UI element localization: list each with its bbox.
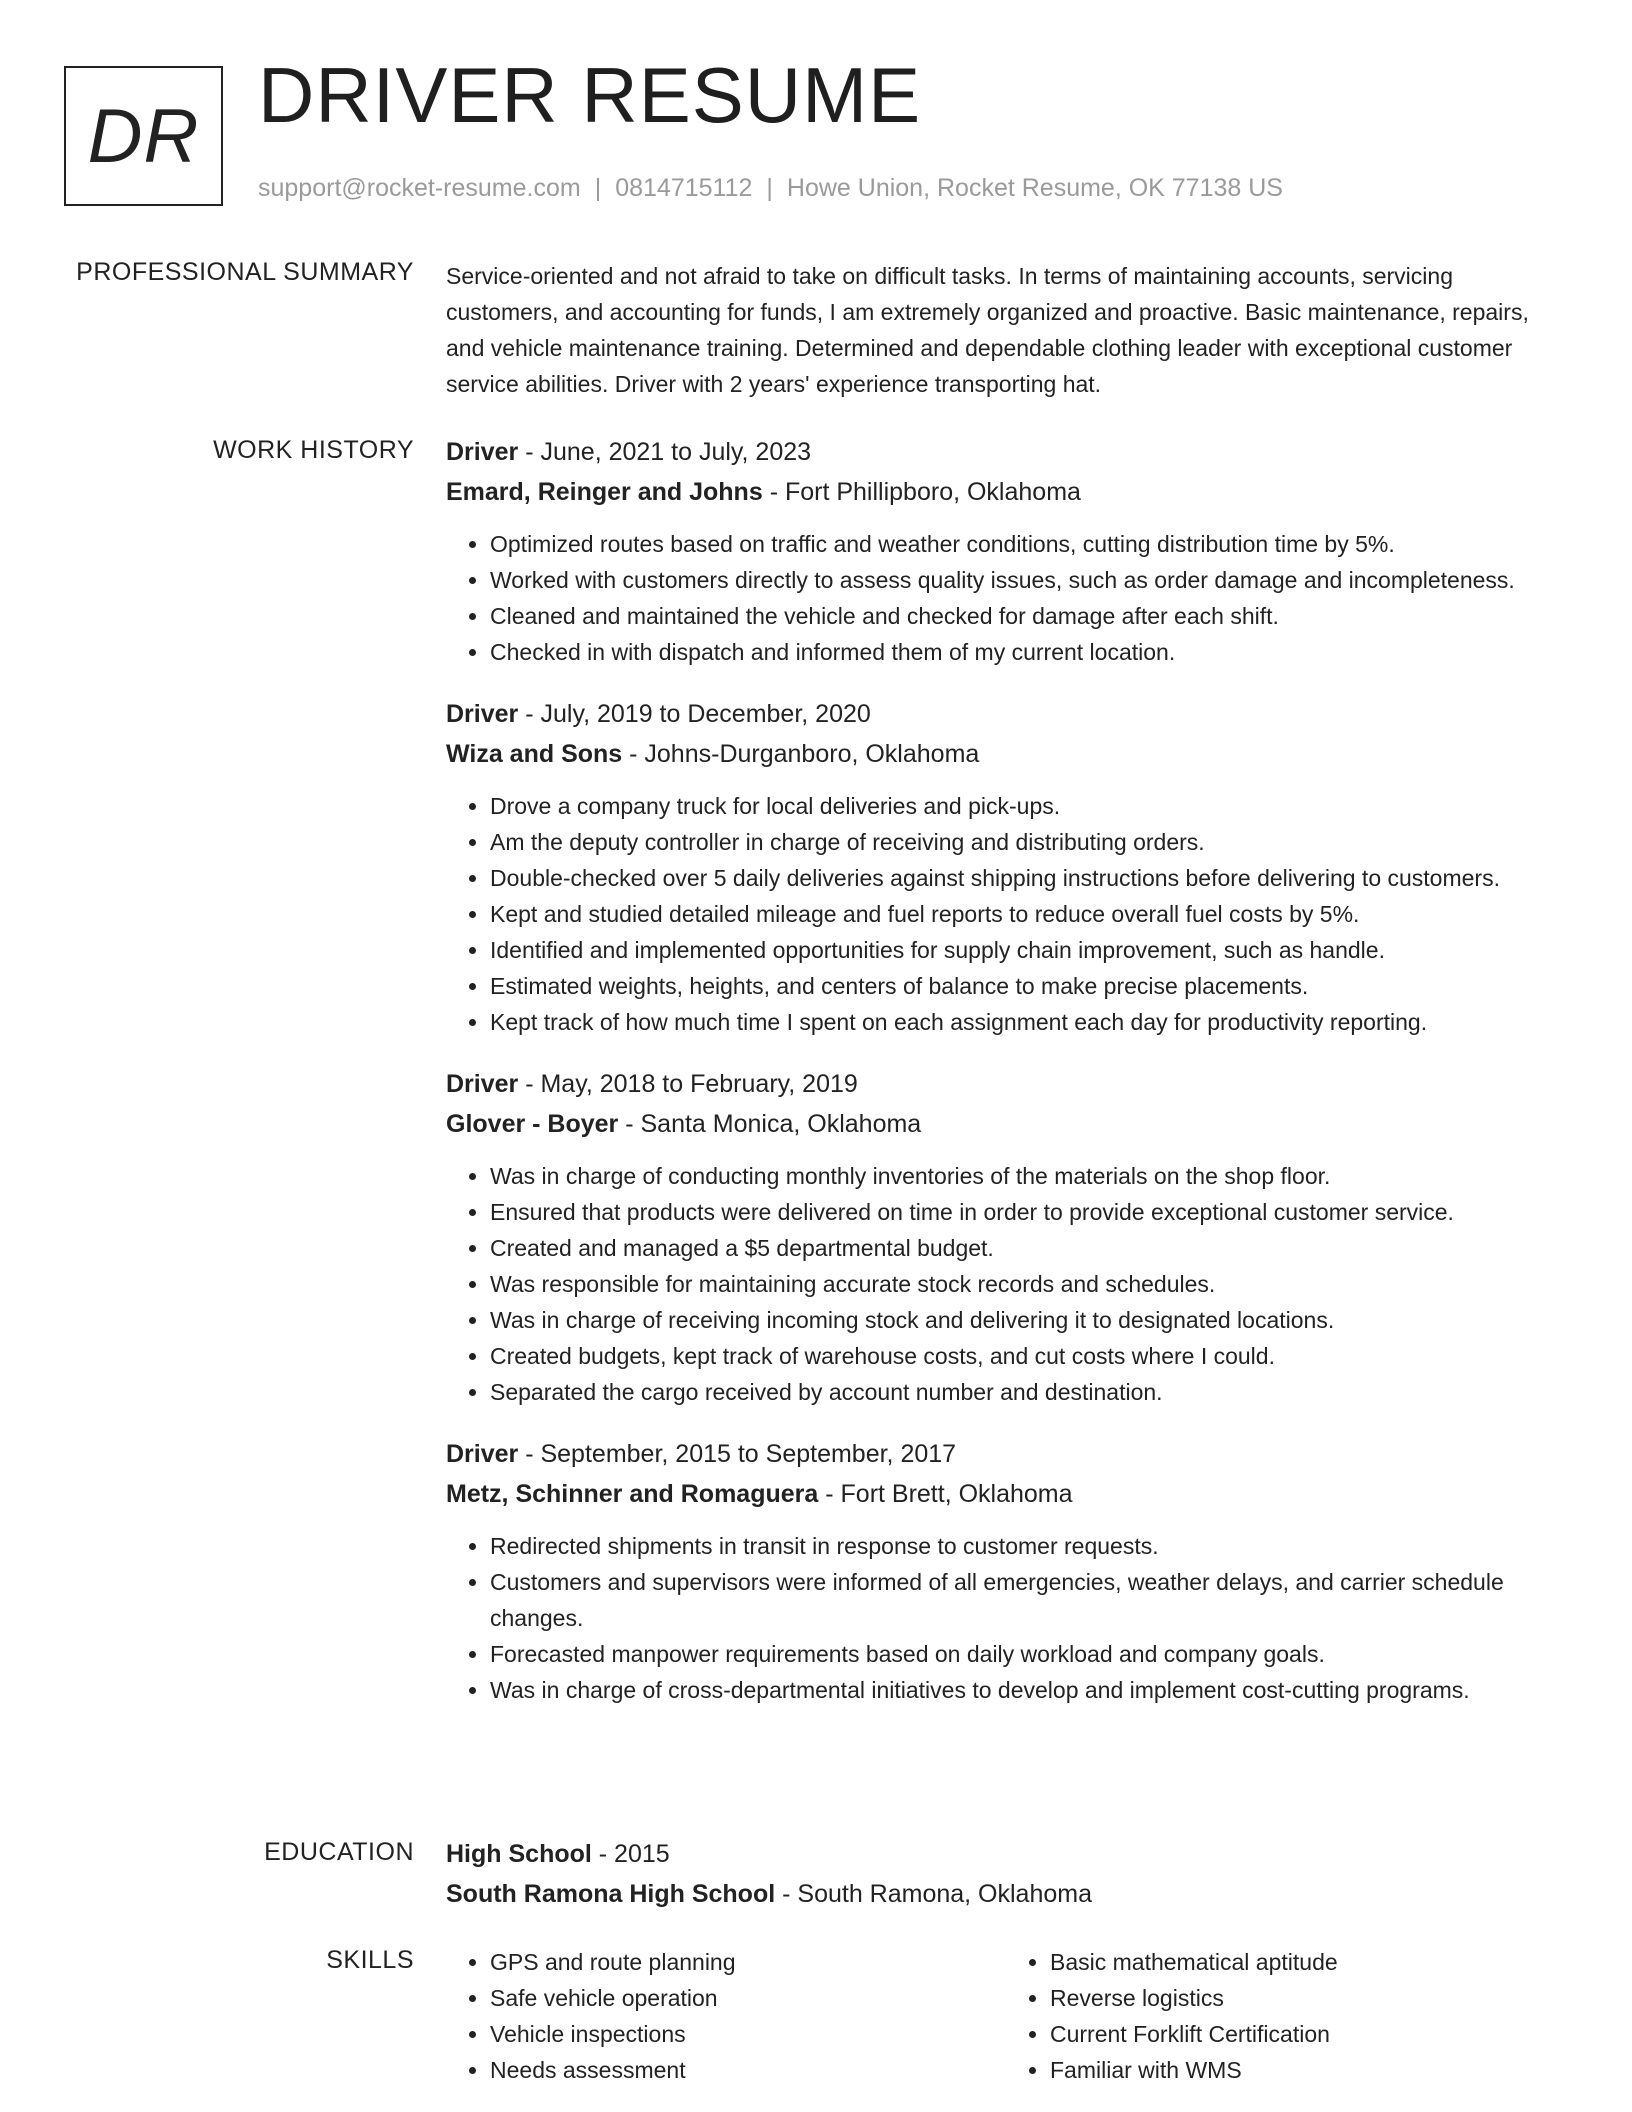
- summary-text: Service-oriented and not afraid to take on difficult tasks. In terms of maintaining accounts, servicing customers, and accounting for funds, I am extremely organized and proactive. Basic maintenance, repairs, and vehicle maintenance training. Determined and dependable clothing leader with exceptional customer service abilities. Driver with 2 years' experience transporting hat.: [446, 263, 1529, 397]
- job-bullet: • Identified and implemented opportunities for supply chain improvement, such as handle.: [490, 932, 1566, 968]
- job-bullet: • Ensured that products were delivered on time in order to provide exceptional customer service.: [490, 1194, 1566, 1230]
- skill-item: • Vehicle inspections: [490, 2016, 1006, 2052]
- job-entry: [446, 1064, 1566, 1410]
- skills-columns: [446, 1944, 1566, 2088]
- job-bullet: • Kept track of how much time I spent on each assignment each day for productivity reporting.: [490, 1004, 1566, 1040]
- job-dates: - May, 2018 to February, 2019: [518, 1070, 858, 1098]
- education-degree-line: [446, 1834, 1566, 1874]
- skills-list-right: [1006, 1944, 1566, 2088]
- skill-item: • Safe vehicle operation: [490, 1980, 1006, 2016]
- job-bullet: • Forecasted manpower requirements based on daily workload and company goals.: [490, 1636, 1566, 1672]
- education-school-line: [446, 1874, 1566, 1914]
- job-title: Driver: [446, 438, 519, 466]
- job-title: Driver: [446, 1070, 519, 1098]
- section-label-work-history: WORK HISTORY: [213, 436, 414, 464]
- job-bullets: [446, 526, 1566, 670]
- contact-phone: 0814715112: [615, 174, 753, 202]
- skill-item: • Familiar with WMS: [1050, 2052, 1566, 2088]
- job-bullet: • Worked with customers directly to assess quality issues, such as order damage and incompleteness.: [490, 562, 1566, 598]
- job-bullets: [446, 1158, 1566, 1410]
- job-dates: - July, 2019 to December, 2020: [518, 700, 871, 728]
- job-bullet: • Double-checked over 5 daily deliveries against shipping instructions before delivering to customers.: [490, 860, 1566, 896]
- section-label-skills: SKILLS: [326, 1946, 414, 1974]
- job-title: Driver: [446, 1440, 519, 1468]
- job-bullet: • Optimized routes based on traffic and weather conditions, cutting distribution time by 5%.: [490, 526, 1566, 562]
- job-bullet: • Checked in with dispatch and informed them of my current location.: [490, 634, 1566, 670]
- skills-list-left: [446, 1944, 1006, 2088]
- job-bullet: • Separated the cargo received by account number and destination.: [490, 1374, 1566, 1410]
- job-title-line: [446, 432, 1566, 472]
- job-company: Glover - Boyer: [446, 1110, 619, 1138]
- job-bullet: • Redirected shipments in transit in response to customer requests.: [490, 1528, 1566, 1564]
- section-label-summary: PROFESSIONAL SUMMARY: [76, 258, 414, 286]
- job-bullet: • Kept and studied detailed mileage and fuel reports to reduce overall fuel costs by 5%.: [490, 896, 1566, 932]
- job-location: - Santa Monica, Oklahoma: [618, 1110, 922, 1138]
- job-bullet: • Created and managed a $5 departmental budget.: [490, 1230, 1566, 1266]
- job-bullets: [446, 788, 1566, 1040]
- job-company-line: [446, 472, 1566, 512]
- contact-email: support@rocket-resume.com: [258, 174, 581, 202]
- job-title-line: [446, 1434, 1566, 1474]
- job-dates: - June, 2021 to July, 2023: [518, 438, 812, 466]
- job-company-line: [446, 1474, 1566, 1514]
- skill-item: • Current Forklift Certification: [1050, 2016, 1566, 2052]
- education-location: - South Ramona, Oklahoma: [775, 1880, 1092, 1908]
- work-history-body: [446, 432, 1566, 1732]
- job-location: - Fort Brett, Oklahoma: [818, 1480, 1073, 1508]
- monogram-initials: DR: [87, 93, 200, 179]
- job-title-line: [446, 694, 1566, 734]
- job-bullet: • Created budgets, kept track of warehouse costs, and cut costs where I could.: [490, 1338, 1566, 1374]
- job-bullet: • Drove a company truck for local deliveries and pick-ups.: [490, 788, 1566, 824]
- education-school: South Ramona High School: [446, 1880, 776, 1908]
- skill-item: • Needs assessment: [490, 2052, 1006, 2088]
- job-dates: - September, 2015 to September, 2017: [518, 1440, 957, 1468]
- job-bullet: • Customers and supervisors were informed of all emergencies, weather delays, and carrier schedule changes.: [490, 1564, 1566, 1636]
- job-bullet: • Am the deputy controller in charge of receiving and distributing orders.: [490, 824, 1566, 860]
- job-company: Metz, Schinner and Romaguera: [446, 1480, 819, 1508]
- job-bullet: • Was in charge of cross-departmental initiatives to develop and implement cost-cutting programs.: [490, 1672, 1566, 1708]
- job-entry: [446, 432, 1566, 670]
- job-title: Driver: [446, 700, 519, 728]
- contact-line: [258, 174, 1283, 203]
- job-bullet: • Estimated weights, heights, and centers of balance to make precise placements.: [490, 968, 1566, 1004]
- skill-item: • Basic mathematical aptitude: [1050, 1944, 1566, 1980]
- job-bullet: • Cleaned and maintained the vehicle and checked for damage after each shift.: [490, 598, 1566, 634]
- job-location: - Fort Phillipboro, Oklahoma: [762, 478, 1081, 506]
- skill-item: • Reverse logistics: [1050, 1980, 1566, 2016]
- job-bullet: • Was in charge of receiving incoming stock and delivering it to designated locations.: [490, 1302, 1566, 1338]
- job-title-line: [446, 1064, 1566, 1104]
- contact-separator: |: [594, 174, 602, 202]
- education-year: - 2015: [591, 1840, 670, 1868]
- job-bullet: • Was responsible for maintaining accurate stock records and schedules.: [490, 1266, 1566, 1302]
- job-bullets: [446, 1528, 1566, 1708]
- contact-address: Howe Union, Rocket Resume, OK 77138 US: [786, 174, 1283, 202]
- monogram-box: [64, 66, 223, 206]
- contact-separator: |: [766, 174, 773, 202]
- job-location: - Johns-Durganboro, Oklahoma: [622, 740, 980, 768]
- education-degree: High School: [446, 1840, 592, 1868]
- job-company-line: [446, 734, 1566, 774]
- job-company: Wiza and Sons: [446, 740, 623, 768]
- job-company: Emard, Reinger and Johns: [446, 478, 763, 506]
- skills-body: [446, 1944, 1566, 2088]
- job-entry: [446, 1434, 1566, 1708]
- skill-item: • GPS and route planning: [490, 1944, 1006, 1980]
- section-label-education: EDUCATION: [264, 1838, 414, 1866]
- job-entry: [446, 694, 1566, 1040]
- job-bullet: • Was in charge of conducting monthly inventories of the materials on the shop floor.: [490, 1158, 1566, 1194]
- resume-title: DRIVER RESUME: [258, 51, 922, 139]
- job-company-line: [446, 1104, 1566, 1144]
- education-body: [446, 1834, 1566, 1914]
